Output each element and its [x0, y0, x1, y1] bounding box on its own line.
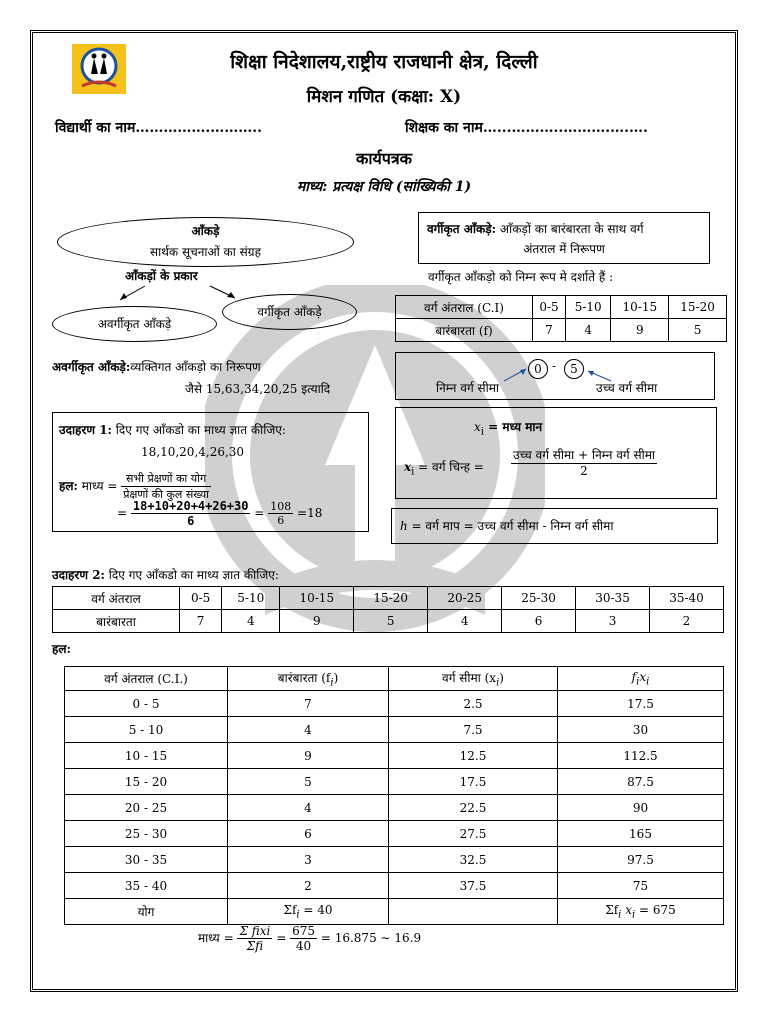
- grouped-represent-text: वर्गीकृत आँकड़ो को निम्न रूप मे दर्शाते हैं :: [428, 270, 614, 284]
- example2-freq: 4: [428, 610, 502, 633]
- table-row: 35 - 40 2 37.5 75: [65, 873, 724, 899]
- table-row: 10 - 15 9 12.5 112.5: [65, 743, 724, 769]
- class-mark-box: [395, 407, 717, 499]
- example1-final: =18: [297, 506, 323, 520]
- example1-sol-label: हल:: [59, 479, 78, 493]
- upper-limit-label: उच्च वर्ग सीमा: [596, 381, 658, 395]
- final-mean-den2: 40: [295, 939, 312, 953]
- table-row: 30 - 35 3 32.5 97.5: [65, 847, 724, 873]
- class-size-box: [391, 508, 718, 544]
- example2-class: 0-5: [180, 587, 222, 610]
- grouped-def-text1: आँकड़ों का बारंबारता के साथ वर्ग: [496, 222, 644, 236]
- solution-header-freq: बारंबारता $(f_i)$: [228, 667, 389, 691]
- org-title: शिक्षा निदेशालय,राष्ट्रीय राजधानी क्षेत्र, दिल्ली: [230, 51, 538, 73]
- class-limits-box: [395, 352, 715, 400]
- example2-class: 15-20: [354, 587, 428, 610]
- final-mean-frac2: [290, 924, 317, 953]
- example1-mean-line: [59, 471, 211, 502]
- example1-title-bold: उदाहरण 1:: [59, 423, 112, 437]
- grouped-def-bold: वर्गीकृत आँकड़े:: [427, 222, 497, 236]
- example2-ci-label: वर्ग अंतराल: [53, 587, 180, 610]
- example2-freq: 4: [222, 610, 280, 633]
- ungrouped-def-text: व्यक्तिगत आँकड़ो का निरूपण: [130, 360, 261, 374]
- example1-eq2: =: [254, 506, 265, 520]
- final-mean-eq: =: [276, 931, 287, 945]
- small-freq-table: [395, 295, 727, 342]
- small-table-freq: 7: [533, 319, 566, 342]
- table-row: 20 - 25 4 22.5 90: [65, 795, 724, 821]
- example1-res-num: 108: [270, 500, 292, 513]
- final-mean-num1: Σ fixi: [239, 924, 271, 938]
- table-row: 0 - 5 7 2.5 17.5: [65, 691, 724, 717]
- ungrouped-label: अवर्गीकृत आँकड़े: [97, 317, 172, 331]
- final-mean: [198, 924, 421, 953]
- example1-box: [52, 412, 369, 532]
- example2-class: 30-35: [576, 587, 650, 610]
- worksheet-title: कार्यपत्रक: [356, 149, 412, 168]
- midpoint-sub: i: [480, 426, 484, 438]
- example1-calc: [117, 499, 322, 528]
- small-table-freq-label: बारंबारता (f): [396, 319, 533, 342]
- data-description: सार्थक सूचनाओं का संग्रह: [150, 245, 261, 259]
- final-mean-label: माध्य =: [198, 931, 234, 945]
- example2-title-text: दिए गए आँकडो का माध्य ज्ञात कीजिए:: [104, 568, 279, 582]
- example2-freq-label: बारंबारता: [53, 610, 180, 633]
- table-row: 5 - 10 4 7.5 30: [65, 717, 724, 743]
- lower-limit-label: निम्न वर्ग सीमा: [436, 381, 500, 395]
- solution-header-row: [65, 667, 724, 691]
- solution-header-mid: वर्ग सीमा $(x_i)$: [389, 667, 558, 691]
- example2-sol-label: हल:: [52, 642, 71, 656]
- ungrouped-ellipse: [52, 306, 217, 342]
- solution-total-fx: $\Sigma f_i$ $x_i = 675$: [558, 899, 724, 925]
- final-mean-den1: Σfi: [246, 939, 264, 953]
- class-mark-num: उच्च वर्ग सीमा + निम्न वर्ग सीमा: [513, 448, 655, 462]
- example1-res-den: 6: [277, 514, 285, 527]
- example2-freq: 2: [650, 610, 724, 633]
- example1-sum-expr: 18+10+20+4+26+30: [132, 499, 249, 513]
- example2-class: 5-10: [222, 587, 280, 610]
- final-mean-num2: 675: [292, 924, 316, 938]
- example1-result-frac: [268, 500, 293, 527]
- data-types-label: आँकड़ों के प्रकार: [125, 269, 198, 283]
- solution-header-ci: वर्ग अंतराल (C.I.): [65, 667, 228, 691]
- midpoint-x: x: [474, 420, 481, 434]
- small-table-freq: 5: [669, 319, 727, 342]
- example2-title-bold: उदाहरण 2:: [52, 568, 105, 582]
- limit-dash: -: [552, 359, 557, 373]
- example2-freq: 3: [576, 610, 650, 633]
- example1-count: 6: [187, 514, 195, 528]
- midpoint-line: [474, 418, 542, 437]
- small-table-class: 15-20: [669, 296, 727, 319]
- data-title: आँकड़े: [191, 224, 220, 238]
- example2-freq: 6: [502, 610, 576, 633]
- table-row: 15 - 20 5 17.5 87.5: [65, 769, 724, 795]
- example2-freq: 7: [180, 610, 222, 633]
- solution-total-label: योग: [65, 899, 228, 925]
- example2-table: [52, 586, 724, 633]
- example1-mean-formula: [121, 471, 211, 502]
- example1-sum-frac: [131, 499, 251, 528]
- teacher-name-label: शिक्षक का नाम…...………..……….….….: [405, 120, 648, 136]
- class-mark-sub: i: [411, 466, 415, 478]
- ungrouped-example: जैसे 15,63,34,20,25 इत्यादि: [185, 382, 331, 396]
- class-mark-den: 2: [580, 464, 588, 478]
- example2-class: 20-25: [428, 587, 502, 610]
- example2-class: 10-15: [280, 587, 354, 610]
- small-table-freq: 9: [611, 319, 669, 342]
- small-table-ci-label: वर्ग अंतराल (C.I): [396, 296, 533, 319]
- example2-class: 25-30: [502, 587, 576, 610]
- midpoint-text: = मध्य मान: [483, 420, 543, 434]
- example2-title: [52, 566, 279, 583]
- class-mark-line: [404, 458, 484, 477]
- class-mark-text: = वर्ग चिन्ह =: [414, 460, 484, 474]
- topic-title: माध्य: प्रत्यक्ष विधि (सांख्यिकी 1): [296, 179, 472, 195]
- solution-total-row: [65, 899, 724, 925]
- data-definition-ellipse: [57, 217, 354, 267]
- solution-total-f: $\Sigma f_i = 40$: [228, 899, 389, 925]
- class-size-text: = वर्ग माप = उच्च वर्ग सीमा - निम्न वर्ग सीमा: [407, 519, 614, 533]
- small-table-class: 5-10: [566, 296, 611, 319]
- final-mean-frac1: [237, 924, 272, 953]
- ungrouped-definition: [52, 358, 261, 375]
- example1-eq: =: [117, 506, 128, 520]
- example2-freq: 5: [354, 610, 428, 633]
- mission-title: मिशन गणित (कक्षा: X): [306, 87, 462, 107]
- solution-header-fx: $f_ix_i$: [558, 667, 724, 691]
- example1-frac-num: सभी प्रेक्षणों का योग: [121, 471, 211, 487]
- ungrouped-def-bold: अवर्गीकृत आँकड़े:: [52, 360, 131, 374]
- class-mark-formula: [511, 446, 657, 478]
- class-size-h: h: [400, 519, 408, 533]
- student-name-label: विद्यार्थी का नाम…………….………..: [55, 120, 262, 136]
- class-mark-x: x: [404, 460, 412, 474]
- example1-title: [59, 421, 286, 438]
- table-row: 25 - 30 6 27.5 165: [65, 821, 724, 847]
- solution-total-empty: [389, 899, 558, 925]
- example1-data: 18,10,20,4,26,30: [141, 445, 245, 459]
- grouped-def-text2: अंतराल में निरूपण: [523, 242, 605, 256]
- upper-limit-value: 5: [564, 359, 584, 379]
- small-table-class: 0-5: [533, 296, 566, 319]
- small-table-class: 10-15: [611, 296, 669, 319]
- example2-class: 35-40: [650, 587, 724, 610]
- example1-title-text: दिए गए आँकडो का माध्य ज्ञात कीजिए:: [111, 423, 286, 437]
- lower-limit-value: 0: [528, 359, 548, 379]
- example1-mean-word: माध्य =: [77, 479, 118, 493]
- example1-frac-den: प्रेक्षणों की कुल संख्या: [123, 488, 209, 501]
- final-mean-result: = 16.875 ∼ 16.9: [320, 931, 422, 945]
- solution-table: [64, 666, 724, 925]
- grouped-label: वर्गीकृत आँकड़े: [257, 305, 322, 319]
- grouped-definition-box: [418, 212, 710, 264]
- grouped-ellipse: [222, 294, 357, 330]
- example2-freq: 9: [280, 610, 354, 633]
- small-table-freq: 4: [566, 319, 611, 342]
